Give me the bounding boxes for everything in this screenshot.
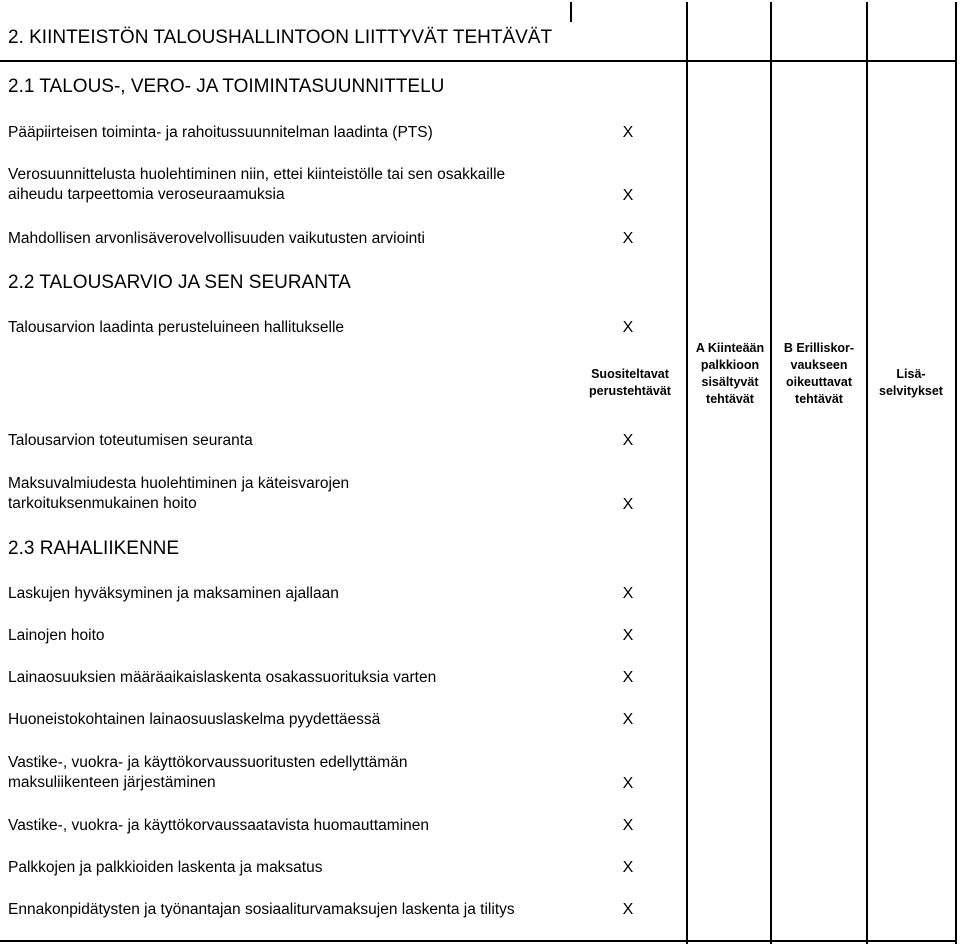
task-mark: X	[622, 627, 634, 644]
task-mark: X	[622, 711, 634, 728]
task-mark: X	[622, 817, 634, 834]
column-header-b: B Erilliskor-vaukseen oikeuttavat tehtävät	[783, 341, 855, 406]
task-mark: X	[622, 901, 634, 918]
page-title: 2. KIINTEISTÖN TALOUSHALLINTOON LIITTYVÄT TEHTÄVÄT	[8, 27, 553, 48]
task-row-label: Talousarvion toteutumisen seuranta	[8, 432, 253, 449]
task-mark: X	[622, 432, 634, 449]
section-title: 2.1 TALOUS-, VERO- JA TOIMINTASUUNNITTELU	[8, 76, 445, 97]
column-header-a: A Kiinteään palkkioon sisältyvät tehtävät	[695, 341, 765, 406]
task-row-label: Lainojen hoito	[8, 627, 105, 644]
column-header-basic: Suositeltavat perustehtävät	[589, 367, 671, 398]
column-divider	[686, 2, 688, 944]
task-row-label: Palkkojen ja palkkioiden laskenta ja maksatus	[8, 859, 323, 876]
column-header-extra: Lisä-selvitykset	[879, 367, 943, 398]
task-row-label: Ennakonpidätysten ja työnantajan sosiaaliturvamaksujen laskenta ja tilitys	[8, 901, 515, 918]
section-title: 2.2 TALOUSARVIO JA SEN SEURANTA	[8, 272, 351, 293]
task-row-label: Verosuunnittelusta huolehtiminen niin, ettei kiinteistölle tai sen osakkaille	[8, 166, 506, 183]
task-row-label: Pääpiirteisen toiminta- ja rahoitussuunnitelman laadinta (PTS)	[8, 124, 433, 141]
task-mark: X	[622, 124, 634, 141]
column-divider	[866, 2, 868, 944]
task-row-label: Mahdollisen arvonlisäverovelvollisuuden vaikutusten arviointi	[8, 230, 426, 247]
task-row-label: Laskujen hyväksyminen ja maksaminen ajallaan	[8, 585, 339, 602]
task-mark: X	[622, 585, 634, 602]
column-divider	[570, 2, 572, 22]
task-row-label: Talousarvion laadinta perusteluineen hallitukselle	[8, 319, 345, 336]
task-mark: X	[622, 859, 634, 876]
task-row-label: Huoneistokohtainen lainaosuuslaskelma pyydettäessä	[8, 711, 381, 728]
task-mark: X	[622, 230, 634, 247]
task-row-label: aiheudu tarpeettomia veroseuraamuksia	[8, 186, 285, 203]
task-mark: X	[622, 496, 634, 513]
column-divider	[955, 2, 957, 944]
task-row-label: Vastike-, vuokra- ja käyttökorvaussuoritusten edellyttämän	[8, 754, 408, 771]
header-bottom-rule	[0, 60, 955, 62]
task-row-label: tarkoituksenmukainen hoito	[8, 495, 197, 512]
section-title: 2.3 RAHALIIKENNE	[8, 538, 180, 559]
column-divider	[770, 2, 772, 944]
page-bottom-rule	[0, 940, 955, 942]
task-mark: X	[622, 319, 634, 336]
task-row-label: Lainaosuuksien määräaikaislaskenta osakassuorituksia varten	[8, 669, 437, 686]
task-mark: X	[622, 775, 634, 792]
task-row-label: maksuliikenteen järjestäminen	[8, 774, 216, 791]
task-row-label: Maksuvalmiudesta huolehtiminen ja käteisvarojen	[8, 475, 350, 492]
task-row-label: Vastike-, vuokra- ja käyttökorvaussaatavista huomauttaminen	[8, 817, 429, 834]
task-mark: X	[622, 669, 634, 686]
task-mark: X	[622, 187, 634, 204]
